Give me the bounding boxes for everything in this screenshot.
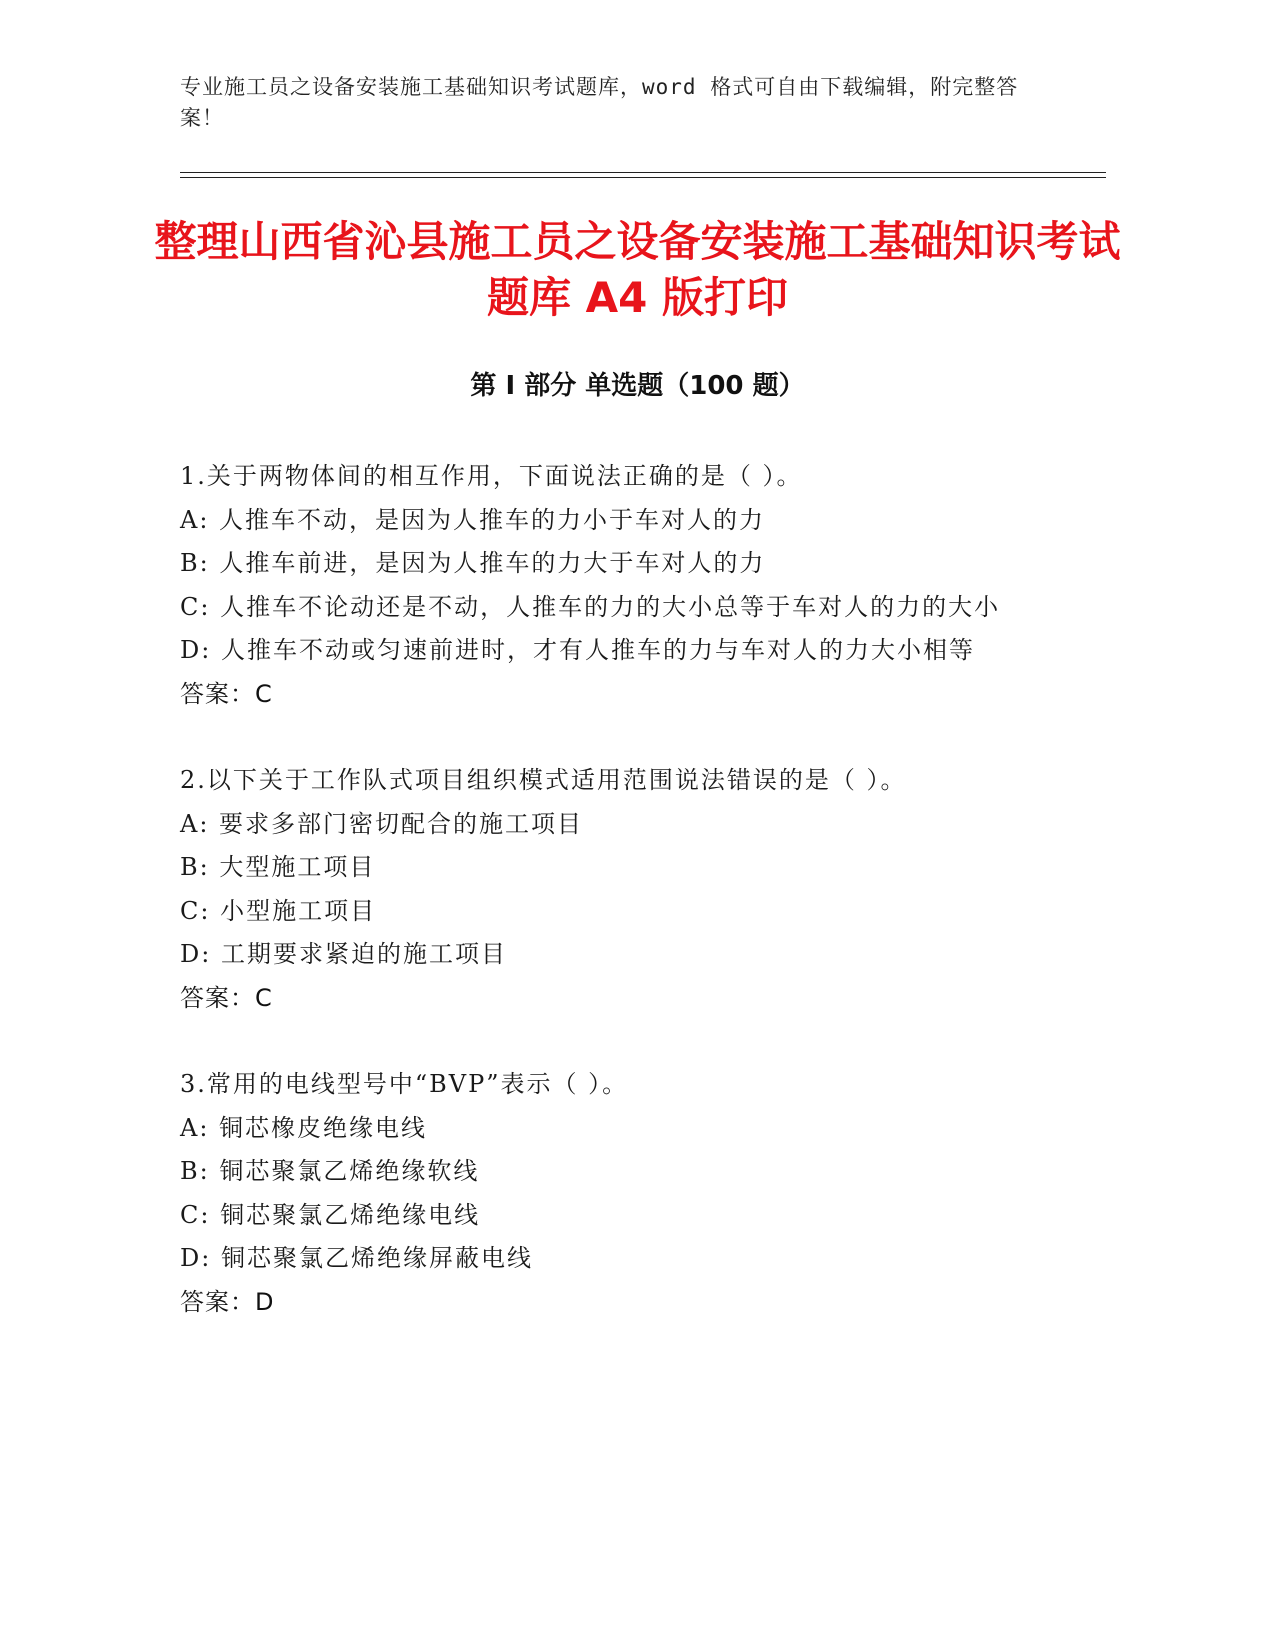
answer-line: 答案：C (180, 983, 273, 1012)
question-item (180, 455, 1040, 716)
option-d: D: 铜芯聚氯乙烯绝缘屏蔽电线 (180, 1244, 533, 1272)
section-heading: 第 I 部分 单选题（100 题） (470, 371, 805, 401)
option-a: A: 要求多部门密切配合的施工项目 (180, 809, 584, 838)
question-item (180, 1063, 1040, 1324)
answer-line: 答案：C (180, 679, 273, 708)
answer-line: 答案：D (180, 1287, 275, 1316)
question-item (180, 759, 1040, 1020)
header-note: 专业施工员之设备安装施工基础知识考试题库，word 格式可自由下载编辑，附完整答案！ (180, 75, 1019, 130)
option-c: C: 铜芯聚氯乙烯绝缘电线 (180, 1200, 481, 1229)
option-a: A: 人推车不动，是因为人推车的力小于车对人的力 (180, 505, 766, 534)
header-divider-bottom (180, 177, 1106, 178)
question-list (180, 455, 1040, 1367)
option-d: D: 人推车不动或匀速前进时，才有人推车的力与车对人的力大小相等 (180, 636, 975, 664)
question-stem: 2.以下关于工作队式项目组织模式适用范围说法错误的是（ ）。 (180, 766, 907, 794)
question-stem: 1.关于两物体间的相互作用，下面说法正确的是（ ）。 (180, 462, 803, 490)
option-d: D: 工期要求紧迫的施工项目 (180, 940, 507, 968)
option-a: A: 铜芯橡皮绝缘电线 (180, 1113, 428, 1142)
option-c: C: 人推车不论动还是不动，人推车的力的大小总等于车对人的力的大小 (180, 592, 1001, 621)
option-c: C: 小型施工项目 (180, 896, 377, 925)
option-b: B: 人推车前进，是因为人推车的力大于车对人的力 (180, 549, 766, 577)
header-divider-top (180, 172, 1106, 173)
option-b: B: 大型施工项目 (180, 853, 376, 881)
document-title: 整理山西省沁县施工员之设备安装施工基础知识考试题库 A4 版打印 (154, 217, 1121, 322)
option-b: B: 铜芯聚氯乙烯绝缘软线 (180, 1157, 480, 1185)
question-stem: 3.常用的电线型号中“BVP”表示（ ）。 (180, 1070, 629, 1098)
